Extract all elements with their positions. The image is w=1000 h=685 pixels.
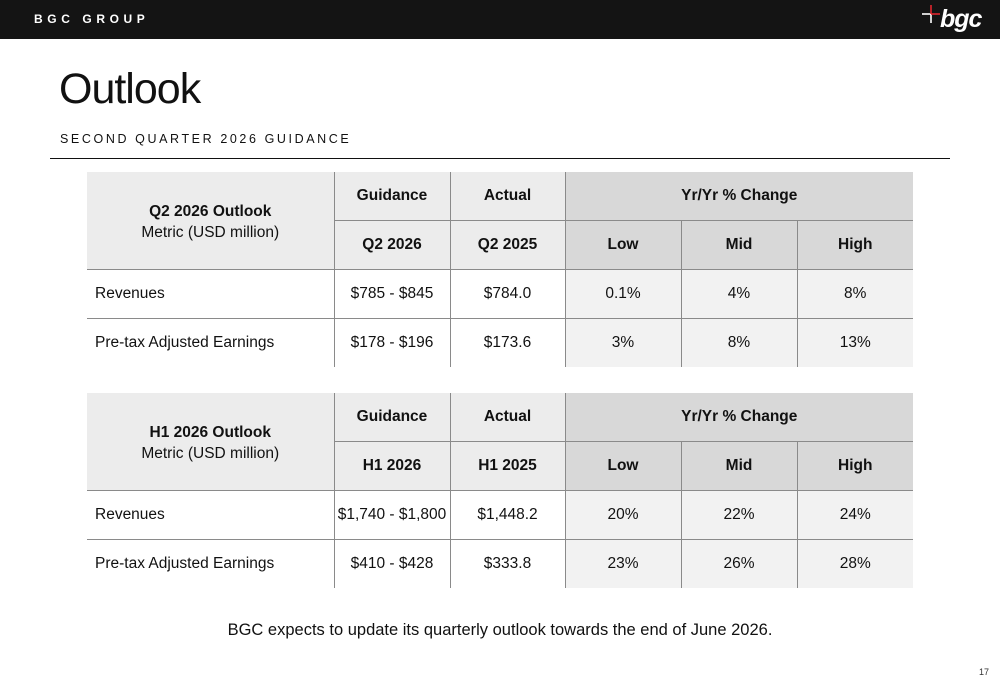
guidance-value: $178 - $196 [334, 319, 450, 368]
table-row [87, 540, 913, 589]
mid-value: 26% [681, 540, 797, 589]
yoy-change-header: Yr/Yr % Change [565, 393, 913, 442]
guidance-header: Guidance [334, 393, 450, 442]
high-header: High [797, 442, 913, 491]
top-bar [0, 0, 1000, 39]
table-header-row [87, 172, 913, 221]
guidance-value: $1,740 - $1,800 [334, 491, 450, 540]
page-subtitle: SECOND QUARTER 2026 GUIDANCE [60, 132, 352, 146]
high-value: 24% [797, 491, 913, 540]
footer-note: BGC expects to update its quarterly outlook towards the end of June 2026. [227, 621, 773, 639]
logo-wordmark: bgc [940, 5, 982, 33]
mid-value: 4% [681, 270, 797, 319]
page-title: Outlook [59, 65, 201, 113]
yoy-change-header: Yr/Yr % Change [565, 172, 913, 221]
metric-name: Pre-tax Adjusted Earnings [87, 319, 334, 368]
guidance-period-header: H1 2026 [334, 442, 450, 491]
mid-value: 8% [681, 319, 797, 368]
table-header-row [87, 393, 913, 442]
metric-unit-heading: Metric (USD million) [141, 444, 280, 462]
high-value: 8% [797, 270, 913, 319]
q2-outlook-table [87, 172, 913, 367]
metric-name: Pre-tax Adjusted Earnings [87, 540, 334, 589]
brand-name: BGC GROUP [34, 12, 150, 26]
guidance-period-header: Q2 2026 [334, 221, 450, 270]
metric-header-cell [87, 172, 334, 270]
high-header: High [797, 221, 913, 270]
low-value: 23% [565, 540, 681, 589]
actual-period-header: Q2 2025 [450, 221, 565, 270]
title-divider [50, 158, 950, 159]
actual-value: $784.0 [450, 270, 565, 319]
h1-outlook-table [87, 393, 913, 588]
table-row [87, 491, 913, 540]
metric-name: Revenues [87, 491, 334, 540]
actual-value: $333.8 [450, 540, 565, 589]
actual-header: Actual [450, 393, 565, 442]
outlook-period-heading: Q2 2026 Outlook [149, 202, 272, 220]
actual-value: $173.6 [450, 319, 565, 368]
metric-name: Revenues [87, 270, 334, 319]
table-row [87, 319, 913, 368]
low-header: Low [565, 221, 681, 270]
logo-cross-icon [922, 5, 940, 23]
actual-header: Actual [450, 172, 565, 221]
metric-header-cell [87, 393, 334, 491]
outlook-period-heading: H1 2026 Outlook [149, 423, 271, 441]
low-value: 3% [565, 319, 681, 368]
mid-value: 22% [681, 491, 797, 540]
mid-header: Mid [681, 442, 797, 491]
guidance-header: Guidance [334, 172, 450, 221]
high-value: 28% [797, 540, 913, 589]
bgc-logo [918, 3, 980, 37]
high-value: 13% [797, 319, 913, 368]
page-number: 17 [978, 667, 989, 677]
low-header: Low [565, 442, 681, 491]
low-value: 20% [565, 491, 681, 540]
guidance-value: $785 - $845 [334, 270, 450, 319]
metric-unit-heading: Metric (USD million) [141, 223, 280, 241]
actual-period-header: H1 2025 [450, 442, 565, 491]
mid-header: Mid [681, 221, 797, 270]
actual-value: $1,448.2 [450, 491, 565, 540]
table-row [87, 270, 913, 319]
guidance-value: $410 - $428 [334, 540, 450, 589]
low-value: 0.1% [565, 270, 681, 319]
